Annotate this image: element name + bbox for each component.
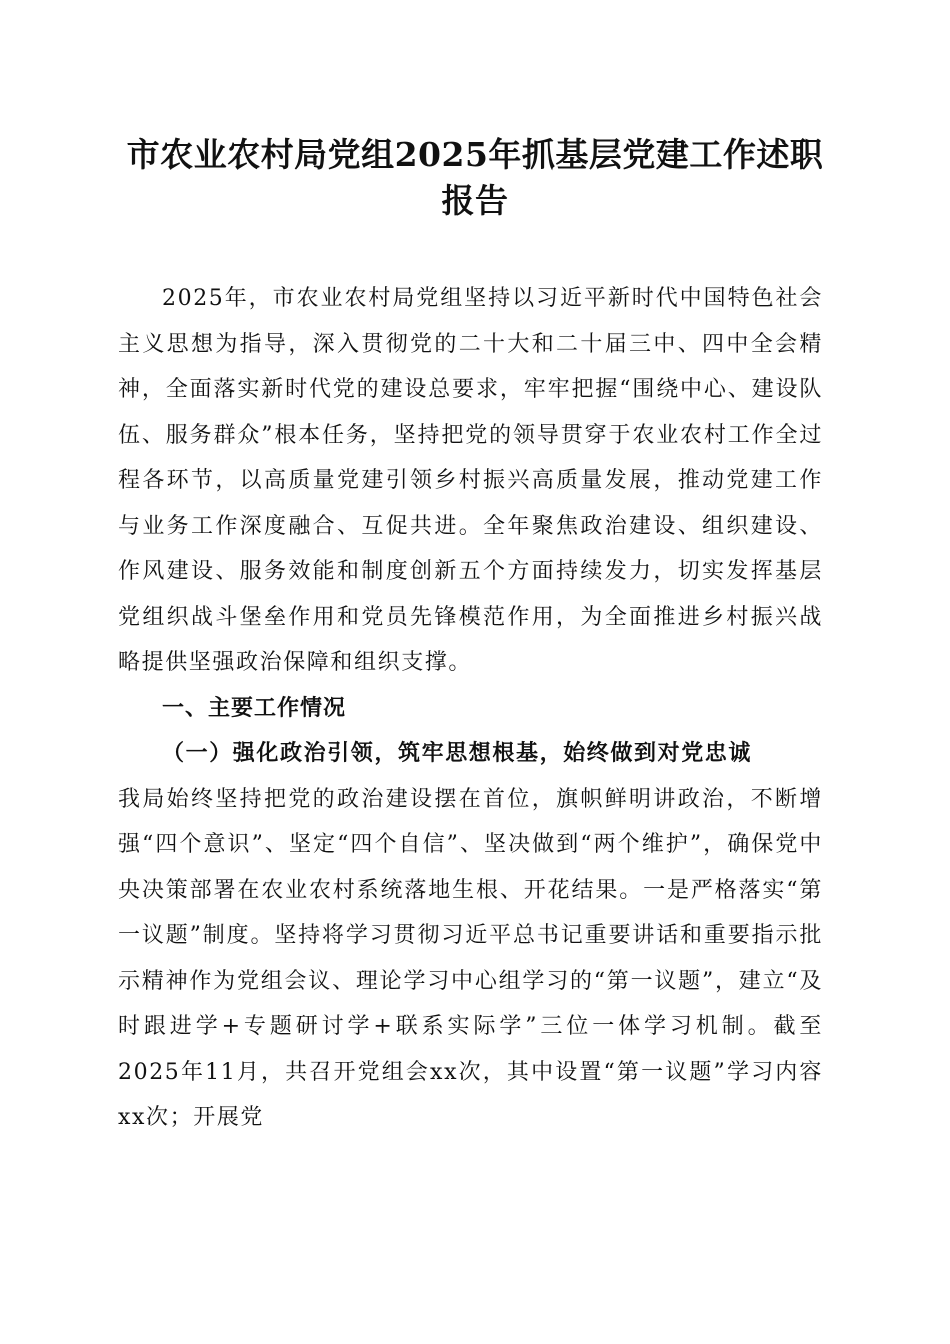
subsection-paragraph: 我局始终坚持把党的政治建设摆在首位，旗帜鲜明讲政治，不断增强“四个意识”、坚定“四个自信”、坚决做到“两个维护”，确保党中央决策部署在农业农村系统落地生根、开花结果。一是严格落实“第一议题”制度。坚持将学习贯彻习近平总书记重要讲话和重要指示批示精神作为党组会议、理论学习中心组学习的“第一议题”，建立“及时跟进学+专题研讨学+联系实际学”三位一体学习机制。截至2025年11月，共召开党组会xx次，其中设置“第一议题”学习内容xx次；开展党	[118, 786, 823, 1130]
intro-paragraph: 2025年，市农业农村局党组坚持以习近平新时代中国特色社会主义思想为指导，深入贯彻党的二十大和二十届三中、四中全会精神，全面落实新时代党的建设总要求，牢牢把握“围绕中心、建设队伍、服务群众”根本任务，坚持把党的领导贯穿于农业农村工作全过程各环节，以高质量党建引领乡村振兴高质量发展，推动党建工作与业务工作深度融合、互促共进。全年聚焦政治建设、组织建设、作风建设、服务效能和制度创新五个方面持续发力，切实发挥基层党组织战斗堡垒作用和党员先锋模范作用，为全面推进乡村振兴战略提供坚强政治保障和组织支撑。	[118, 286, 823, 675]
document-title: 市农业农村局党组2025年抓基层党建工作述职报告	[126, 135, 824, 220]
subsection-heading: （一）强化政治引领，筑牢思想根基，始终做到对党忠诚	[162, 740, 753, 766]
section-heading: 一、主要工作情况	[162, 695, 347, 721]
document-body	[118, 276, 823, 1141]
